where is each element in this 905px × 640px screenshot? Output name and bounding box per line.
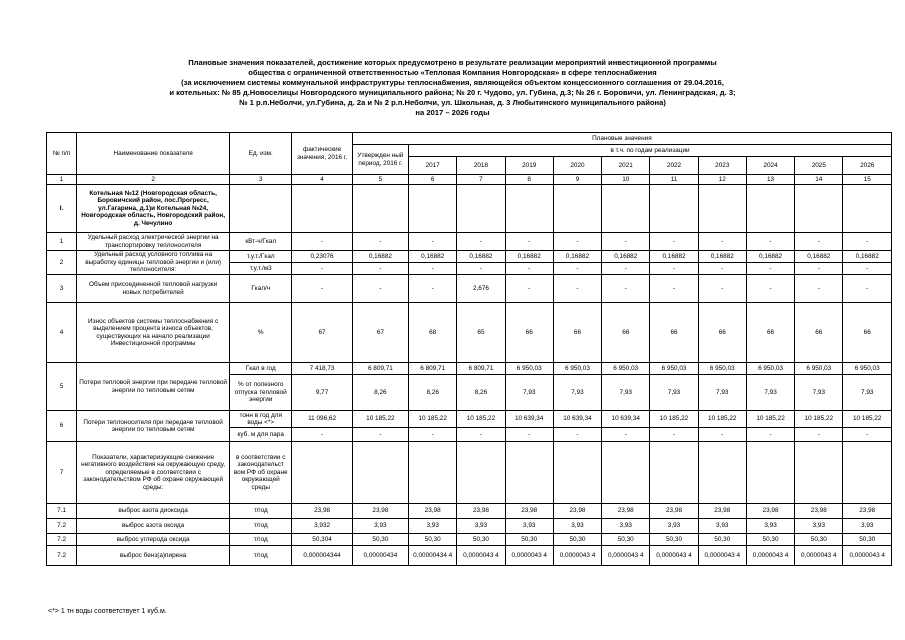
value-cell: 0,16882 (352, 251, 408, 263)
value-cell: 0,16882 (746, 251, 794, 263)
value-cell: 0,0000043 4 (843, 546, 892, 566)
value-cell (795, 442, 843, 504)
section-num: I. (47, 185, 77, 233)
value-cell: 50,30 (843, 534, 892, 546)
value-cell: 0,16882 (698, 251, 746, 263)
value-cell: - (650, 233, 698, 251)
header-year: 2024 (746, 157, 794, 175)
value-cell: 0,0000043 4 (650, 546, 698, 566)
column-number: 15 (843, 175, 892, 185)
row-number: 7 (47, 442, 77, 504)
value-cell: 66 (843, 303, 892, 363)
value-cell: - (746, 263, 794, 275)
value-cell: - (292, 428, 352, 442)
header-year: 2018 (457, 157, 505, 175)
value-cell: 0,000004344 (292, 546, 352, 566)
value-cell: 3,93 (795, 519, 843, 534)
title-line: (за исключением системы коммунальной инфраструктуры теплоснабжения, являющейся объектом концессионного соглашения от 29.04.2016, (181, 78, 724, 87)
value-cell: 7,93 (505, 375, 553, 411)
value-cell: - (409, 275, 457, 303)
title-line: № 1 р.п.Неболчи, ул.Губина, д. 2а и № 2 р.п.Неболчи, ул. Школьная, д. 3 Любытинского муниципального района) (239, 98, 666, 107)
indicator-name: Потери теплоносителя при передаче тепловой энергии по тепловым сетям (77, 411, 230, 442)
header-year: 2019 (505, 157, 553, 175)
value-cell: 6 950,03 (698, 363, 746, 375)
unit-cell: т.у.т./м3 (230, 263, 292, 275)
value-cell: - (409, 428, 457, 442)
row-number: 1 (47, 233, 77, 251)
indicator-name: выброс азота диоксида (77, 504, 230, 519)
value-cell: 10 185,22 (843, 411, 892, 428)
indicator-name: Потери тепловой энергии при передаче тепловой энергии по тепловым сетям (77, 363, 230, 411)
value-cell: 23,98 (746, 504, 794, 519)
value-cell: 50,30 (505, 534, 553, 546)
value-cell (292, 442, 352, 504)
header-year: 2022 (650, 157, 698, 175)
value-cell: 0,0000043 4 (746, 546, 794, 566)
value-cell: 23,98 (505, 504, 553, 519)
unit-cell: Гкал/ч (230, 275, 292, 303)
value-cell: - (457, 428, 505, 442)
value-cell: - (553, 233, 601, 251)
row-number: 7.2 (47, 546, 77, 566)
value-cell: 66 (602, 303, 650, 363)
value-cell (602, 442, 650, 504)
value-cell: 6 950,03 (650, 363, 698, 375)
value-cell: 0,16882 (409, 251, 457, 263)
header-year: 2017 (409, 157, 457, 175)
value-cell: 3,93 (553, 519, 601, 534)
header-by-year: в т.ч. по годам реализации (409, 145, 892, 157)
value-cell: 23,98 (650, 504, 698, 519)
value-cell: 3,93 (650, 519, 698, 534)
value-cell: - (843, 275, 892, 303)
value-cell (746, 442, 794, 504)
value-cell: 23,98 (602, 504, 650, 519)
value-cell (650, 442, 698, 504)
column-number: 3 (230, 175, 292, 185)
indicator-name: Показатели, характеризующие снижение негативного воздействия на окружающую среду, определяемые в соответствии с законодательством РФ об охране окружающей среды: (77, 442, 230, 504)
title-line: и котельных: № 85 д.Новоселицы Новгородского муниципального района; № 20 г. Чудово, ул. Губина, д.3; № 26 г. Боровичи, ул. Ленинградская, д. 3; (169, 88, 736, 97)
unit-cell: % от полезного отпуска тепловой энергии (230, 375, 292, 411)
value-cell: 9,77 (292, 375, 352, 411)
column-number: 10 (602, 175, 650, 185)
value-cell: 67 (292, 303, 352, 363)
value-cell: 23,98 (292, 504, 352, 519)
header-actual: фактические значения, 2016 г. (292, 133, 352, 175)
value-cell: 6 950,03 (746, 363, 794, 375)
value-cell: 8,26 (352, 375, 408, 411)
title-line: Плановые значения показателей, достижение которых предусмотрено в результате реализации мероприятий инвестиционной программы (188, 58, 717, 67)
indicator-name: Удельный расход условного топлива на выработку единицы тепловой энергии и (или) теплоносителя: (77, 251, 230, 275)
unit-cell: т/год (230, 504, 292, 519)
indicator-name: выброс бенз(а)пирена (77, 546, 230, 566)
value-cell: - (698, 428, 746, 442)
value-cell: - (352, 428, 408, 442)
column-number: 4 (292, 175, 352, 185)
value-cell (505, 442, 553, 504)
table-row (47, 534, 892, 546)
value-cell: 23,98 (698, 504, 746, 519)
value-cell: 6 809,71 (352, 363, 408, 375)
header-approved: Утвержден ный период, 2016 г. (352, 145, 408, 175)
unit-cell: в соответствии с законодательст вом РФ об охране окружающей среды (230, 442, 292, 504)
value-cell: 0,0000043 4 (795, 546, 843, 566)
value-cell: 6 809,71 (457, 363, 505, 375)
value-cell: 6 950,03 (795, 363, 843, 375)
value-cell: 0,16882 (505, 251, 553, 263)
value-cell: 0,16882 (650, 251, 698, 263)
value-cell: - (650, 275, 698, 303)
row-number: 3 (47, 275, 77, 303)
value-cell: 67 (352, 303, 408, 363)
value-cell: 10 639,34 (602, 411, 650, 428)
value-cell: 3,93 (352, 519, 408, 534)
table-row (47, 519, 892, 534)
value-cell: - (457, 233, 505, 251)
row-number: 4 (47, 303, 77, 363)
unit-cell: тонн в год для воды <*> (230, 411, 292, 428)
value-cell: - (409, 233, 457, 251)
value-cell: 66 (553, 303, 601, 363)
unit-cell: т/год (230, 546, 292, 566)
value-cell: - (409, 263, 457, 275)
column-number: 13 (746, 175, 794, 185)
value-cell: - (698, 233, 746, 251)
value-cell: 8,26 (457, 375, 505, 411)
value-cell: 6 950,03 (505, 363, 553, 375)
value-cell: - (553, 263, 601, 275)
value-cell: - (698, 263, 746, 275)
value-cell: - (746, 233, 794, 251)
value-cell: 0,16882 (795, 251, 843, 263)
indicator-name: выброс азота оксида (77, 519, 230, 534)
value-cell: - (602, 263, 650, 275)
value-cell: 68 (409, 303, 457, 363)
table-row (47, 442, 892, 504)
value-cell: 0,23076 (292, 251, 352, 263)
indicator-name: Износ объектов системы теплоснабжения с выделением процента износа объектов, существующих на начало реализации Инвестиционной программы (77, 303, 230, 363)
value-cell: 7,93 (843, 375, 892, 411)
value-cell: - (553, 275, 601, 303)
value-cell: 66 (795, 303, 843, 363)
value-cell: 7,93 (602, 375, 650, 411)
value-cell: 66 (698, 303, 746, 363)
value-cell: 7 418,73 (292, 363, 352, 375)
value-cell (698, 442, 746, 504)
value-cell: - (505, 275, 553, 303)
value-cell: 50,30 (795, 534, 843, 546)
unit-cell: т.у.т./Гкал (230, 251, 292, 263)
value-cell: 3,93 (505, 519, 553, 534)
row-number: 5 (47, 363, 77, 411)
value-cell: - (746, 275, 794, 303)
value-cell (409, 442, 457, 504)
value-cell: 0,0000043 4 (457, 546, 505, 566)
value-cell: 23,98 (457, 504, 505, 519)
value-cell: 3,93 (746, 519, 794, 534)
value-cell: - (650, 263, 698, 275)
value-cell: - (795, 275, 843, 303)
value-cell: 6 950,03 (553, 363, 601, 375)
value-cell: 50,30 (746, 534, 794, 546)
value-cell: - (352, 263, 408, 275)
value-cell: 50,30 (698, 534, 746, 546)
column-number: 8 (505, 175, 553, 185)
header-name: Наименование показателя (77, 133, 230, 175)
header-year: 2026 (843, 157, 892, 175)
value-cell: - (602, 275, 650, 303)
title-line: на 2017 – 2026 годы (415, 108, 490, 117)
value-cell: 0,00000434 (352, 546, 408, 566)
value-cell (843, 442, 892, 504)
column-number: 1 (47, 175, 77, 185)
value-cell: 7,93 (746, 375, 794, 411)
value-cell: - (843, 263, 892, 275)
unit-cell: кВт-ч/Гкал (230, 233, 292, 251)
value-cell: 7,93 (650, 375, 698, 411)
indicator-name: Удельный расход электрической энергии на транспортировку теплоносителя (77, 233, 230, 251)
value-cell: 0,0000043 4 (698, 546, 746, 566)
unit-cell: % (230, 303, 292, 363)
document-title (40, 58, 865, 118)
value-cell: 23,98 (352, 504, 408, 519)
column-number: 9 (553, 175, 601, 185)
table-row (47, 504, 892, 519)
value-cell: - (553, 428, 601, 442)
value-cell: 10 185,22 (698, 411, 746, 428)
indicators-table (46, 132, 892, 566)
value-cell: 0,00000434 4 (409, 546, 457, 566)
value-cell: - (352, 275, 408, 303)
table-row (47, 251, 892, 263)
value-cell: 66 (746, 303, 794, 363)
value-cell: 0,16882 (843, 251, 892, 263)
footnote: <*> 1 тн воды соответствует 1 куб.м. (48, 608, 167, 615)
value-cell: - (505, 233, 553, 251)
value-cell: 66 (505, 303, 553, 363)
row-number: 7.2 (47, 519, 77, 534)
value-cell: 10 185,22 (650, 411, 698, 428)
header-year: 2021 (602, 157, 650, 175)
row-number: 6 (47, 411, 77, 442)
value-cell: - (843, 233, 892, 251)
header-unit: Ед. изм. (230, 133, 292, 175)
header-year: 2025 (795, 157, 843, 175)
title-line: общества с ограниченной ответственностью «Тепловая Компания Новгородская» в сфере теплоснабжения (248, 68, 657, 77)
indicator-name: Объем присоединенной тепловой нагрузки новых потребителей (77, 275, 230, 303)
value-cell: 3,93 (602, 519, 650, 534)
value-cell: - (843, 428, 892, 442)
value-cell: 7,93 (795, 375, 843, 411)
value-cell: 65 (457, 303, 505, 363)
value-cell: 3,93 (843, 519, 892, 534)
column-number: 11 (650, 175, 698, 185)
header-planned: Плановые значения (352, 133, 891, 145)
value-cell: 3,932 (292, 519, 352, 534)
value-cell: - (602, 233, 650, 251)
value-cell: 0,16882 (553, 251, 601, 263)
value-cell: 10 639,34 (505, 411, 553, 428)
value-cell: 10 185,22 (795, 411, 843, 428)
value-cell: 50,30 (352, 534, 408, 546)
value-cell (457, 442, 505, 504)
value-cell: 8,26 (409, 375, 457, 411)
column-number: 7 (457, 175, 505, 185)
unit-cell: т/год (230, 534, 292, 546)
value-cell: 3,93 (409, 519, 457, 534)
indicator-name: выброс углерода оксида (77, 534, 230, 546)
value-cell: 3,93 (457, 519, 505, 534)
value-cell: 23,98 (795, 504, 843, 519)
value-cell: - (457, 263, 505, 275)
column-number: 14 (795, 175, 843, 185)
column-number: 2 (77, 175, 230, 185)
value-cell: 50,30 (602, 534, 650, 546)
table-row (47, 411, 892, 428)
header-year: 2023 (698, 157, 746, 175)
row-number: 7.1 (47, 504, 77, 519)
value-cell: 6 950,03 (843, 363, 892, 375)
value-cell: 10 185,22 (352, 411, 408, 428)
column-number: 5 (352, 175, 408, 185)
value-cell: 7,93 (553, 375, 601, 411)
value-cell: 23,98 (843, 504, 892, 519)
section-name: Котельная №12 (Новгородская область, Боровичский район, пос.Прогресс, ул.Гагарина, д.1)и Котельная №24, Новгородская область, Новгородский район, д. Чечулино (77, 185, 230, 233)
unit-cell: куб. м для пара (230, 428, 292, 442)
column-number: 12 (698, 175, 746, 185)
value-cell: 0,16882 (602, 251, 650, 263)
value-cell: - (352, 233, 408, 251)
value-cell: - (505, 428, 553, 442)
value-cell: - (746, 428, 794, 442)
value-cell: 2,676 (457, 275, 505, 303)
table-row (47, 303, 892, 363)
table-row (47, 546, 892, 566)
value-cell: 10 185,22 (409, 411, 457, 428)
column-number: 6 (409, 175, 457, 185)
value-cell: - (650, 428, 698, 442)
unit-cell: т/год (230, 519, 292, 534)
unit-cell: Гкал в год (230, 363, 292, 375)
value-cell: - (292, 233, 352, 251)
value-cell: 6 950,03 (602, 363, 650, 375)
value-cell: - (795, 233, 843, 251)
table-row (47, 275, 892, 303)
header-num: № п/п (47, 133, 77, 175)
value-cell: 0,16882 (457, 251, 505, 263)
row-number: 2 (47, 251, 77, 275)
value-cell: 50,30 (457, 534, 505, 546)
value-cell: 66 (650, 303, 698, 363)
value-cell: - (292, 263, 352, 275)
value-cell: 0,0000043 4 (505, 546, 553, 566)
table-row (47, 233, 892, 251)
value-cell: 11 096,62 (292, 411, 352, 428)
header-year: 2020 (553, 157, 601, 175)
value-cell: 10 185,22 (746, 411, 794, 428)
value-cell: - (795, 263, 843, 275)
value-cell: 23,98 (409, 504, 457, 519)
value-cell (352, 442, 408, 504)
value-cell: 0,0000043 4 (553, 546, 601, 566)
table-row (47, 363, 892, 375)
value-cell: 0,0000043 4 (602, 546, 650, 566)
value-cell: 3,93 (698, 519, 746, 534)
value-cell: 50,30 (553, 534, 601, 546)
value-cell: 50,30 (650, 534, 698, 546)
value-cell: - (698, 275, 746, 303)
value-cell: 50,30 (409, 534, 457, 546)
value-cell: 10 639,34 (553, 411, 601, 428)
value-cell: - (505, 263, 553, 275)
row-number: 7.2 (47, 534, 77, 546)
value-cell: 50,304 (292, 534, 352, 546)
value-cell: - (795, 428, 843, 442)
value-cell: 23,98 (553, 504, 601, 519)
value-cell: 10 185,22 (457, 411, 505, 428)
value-cell: - (292, 275, 352, 303)
value-cell: 6 809,71 (409, 363, 457, 375)
value-cell: - (602, 428, 650, 442)
value-cell: 7,93 (698, 375, 746, 411)
value-cell (553, 442, 601, 504)
